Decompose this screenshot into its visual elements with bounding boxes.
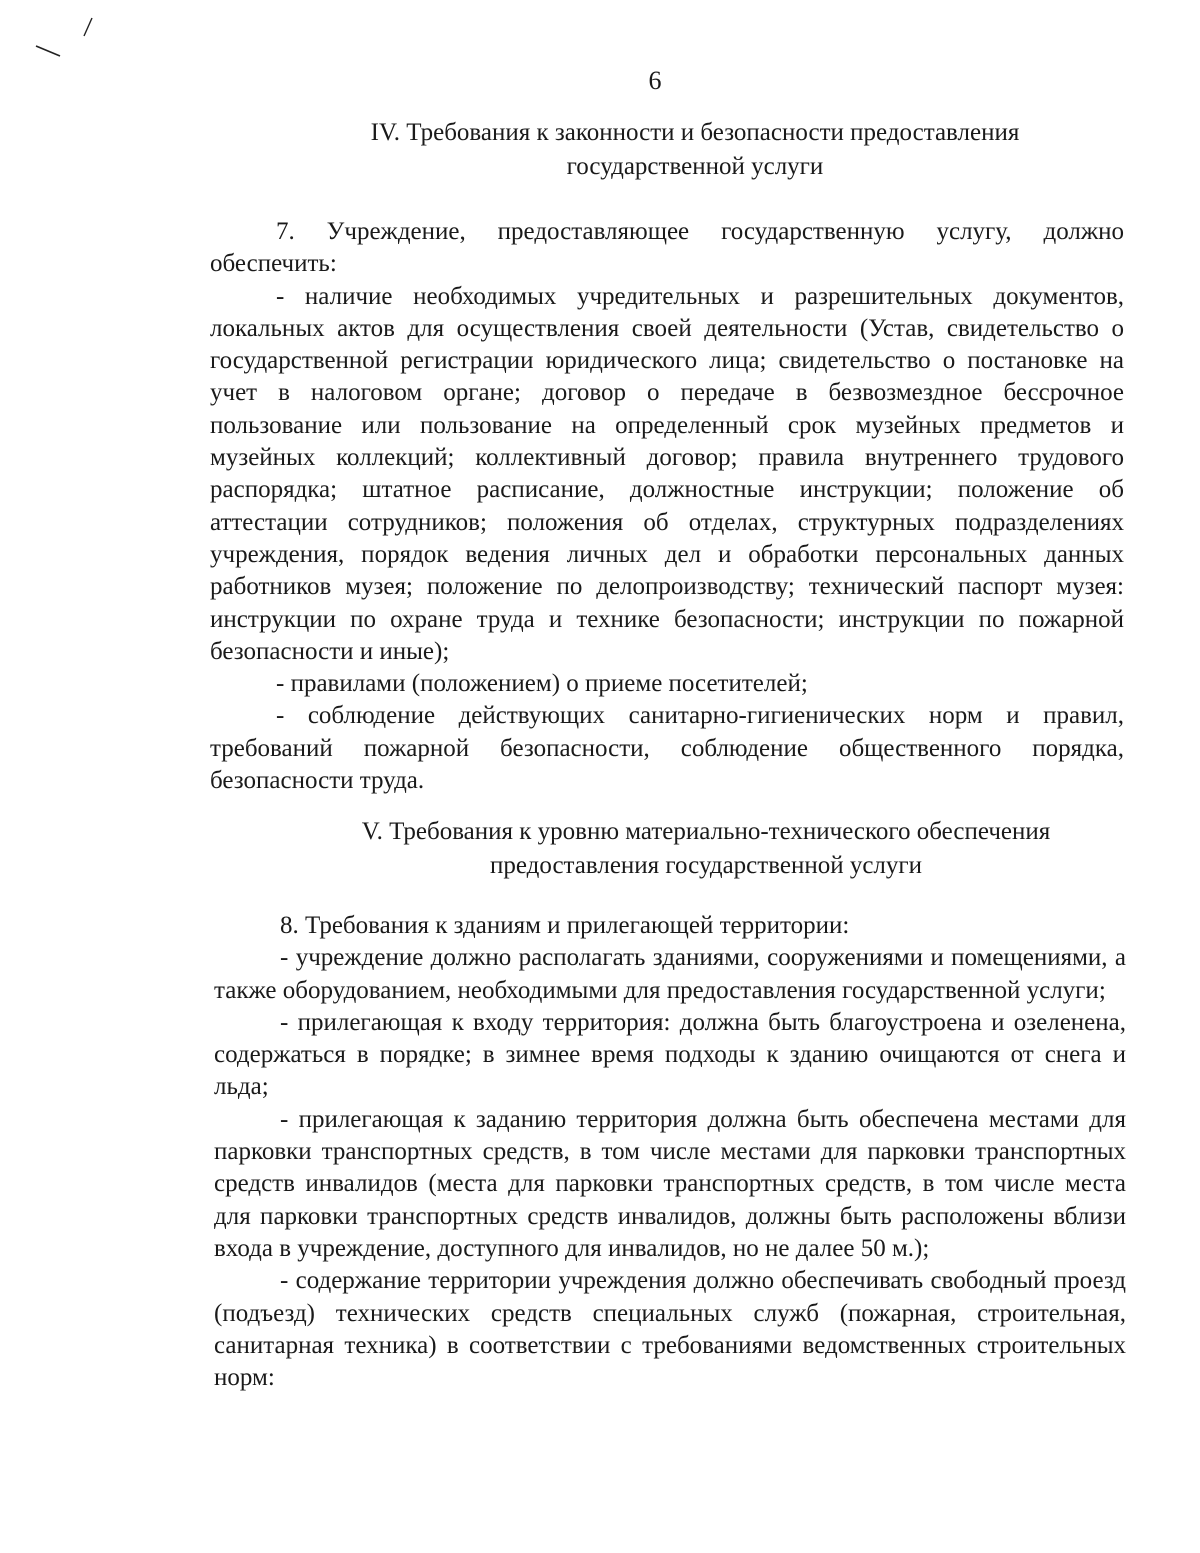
section-5-heading-line-2: предоставления государственной услуги: [489, 852, 923, 879]
paragraph-sanitary-norms: - соблюдение действующих санитарно-гигиенических норм и правил, требований пожарной безопасности, соблюдение общественного порядка, безопасности труда.: [210, 702, 1124, 795]
section-4-heading-line-1: IV. Требования к законности и безопасности предоставления: [370, 119, 1020, 146]
section-5-body: [214, 910, 1126, 1394]
section-4-body: [210, 216, 1124, 797]
paragraph-visitor-rules: - правилами (положением) о приеме посетителей;: [276, 670, 808, 698]
paragraph-entrance-territory: - прилегающая к входу территория: должна быть благоустроена и озеленена, содержаться в порядке; в зимнее время подходы к зданию очищаются от снега и льда;: [214, 1008, 1126, 1101]
section-4-heading-line-2: государственной услуги: [566, 153, 824, 180]
section-5-heading-line-1: V. Требования к уровню материально-технического обеспечения: [361, 818, 1051, 845]
section-4-heading: [300, 116, 1090, 184]
paragraph-7: 7. Учреждение, предоставляющее государственную услугу, должно обеспечить:: [210, 218, 1124, 278]
section-5-heading: [290, 815, 1122, 883]
paragraph-special-services: - содержание территории учреждения должно обеспечивать свободный проезд (подъезд) технических средств специальных служб (пожарная, строительная, санитарная техника) в соответствии с требованиями ведомственных строительных норм:: [214, 1267, 1126, 1392]
paragraph-buildings: - учреждение должно располагать зданиями, сооружениями и помещениями, а также оборудованием, необходимыми для предоставления государственной услуги;: [214, 944, 1126, 1004]
paragraph-parking: - прилегающая к заданию территория должна быть обеспечена местами для парковки транспортных средств, в том числе местами для парковки транспортных средств инвалидов (места для парковки транспортных средств, в том числе места для парковки транспортных средств инвалидов, должны быть расположены вблизи входа в учреждение, доступного для инвалидов, но не далее 50 м.);: [214, 1105, 1126, 1262]
paragraph-documents-list: - наличие необходимых учредительных и разрешительных документов, локальных актов для осуществления своей деятельности (Устав, свидетельство о государственной регистрации юридического лица; свидетельство о постановке на учет в налоговом органе; договор о передаче в безвозмездное бессрочное пользование или пользование на определенный срок музейных предметов и музейных коллекций; коллективный договор; правила внутреннего трудового распорядка; штатное расписание, должностные инструкции; положение об аттестации сотрудников; положения об отделах, структурных подразделениях учреждения, порядок ведения личных дел и обработки персональных данных работников музея; положение по делопроизводству; технический паспорт музея: инструкции по охране труда и технике безопасности; инструкции по пожарной безопасности и иные);: [210, 282, 1124, 665]
paragraph-8: 8. Требования к зданиям и прилегающей территории:: [280, 912, 850, 939]
scan-mark: [30, 8, 100, 58]
page-number: 6: [648, 66, 662, 95]
